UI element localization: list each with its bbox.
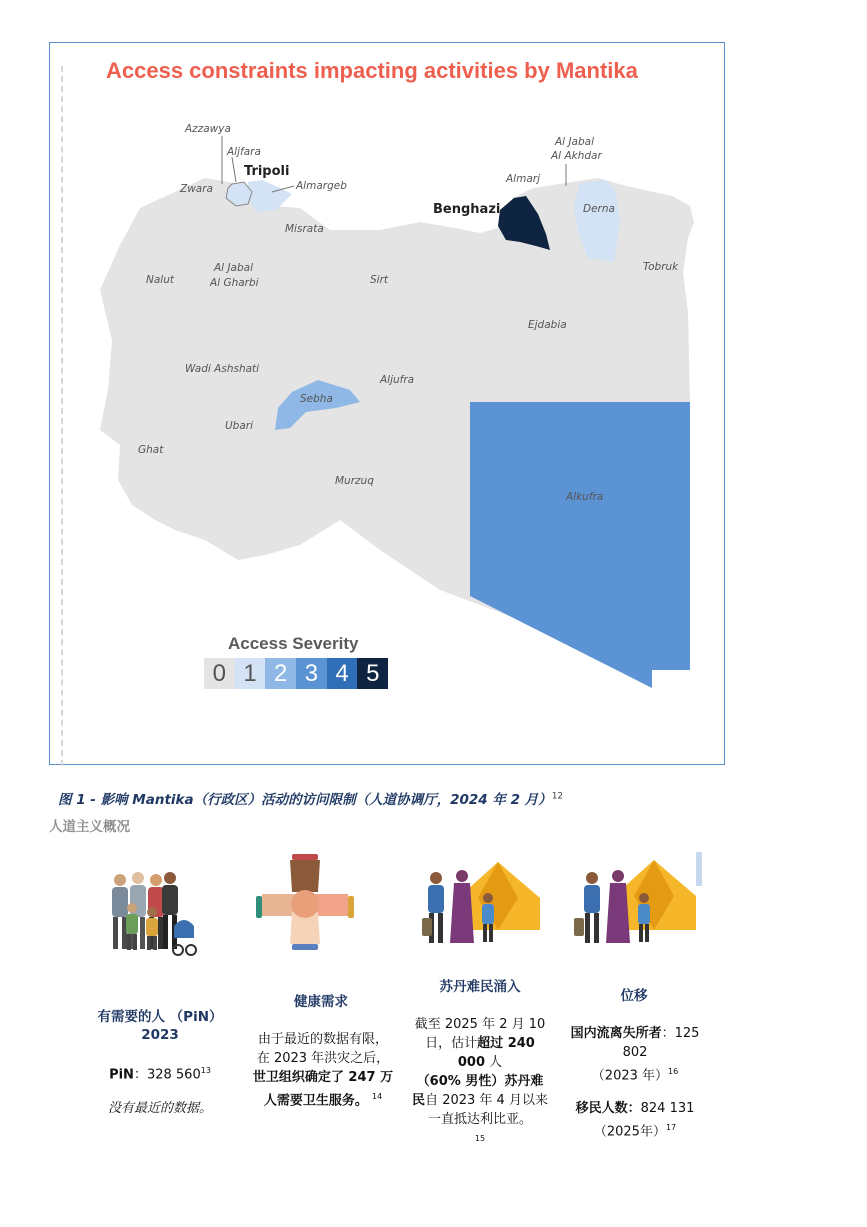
pin-title-line1: 有需要的人 （PiN） [97, 1009, 223, 1025]
legend-level-5: 5 [357, 658, 388, 689]
migrant-ref: 17 [665, 1123, 677, 1132]
label-aljfara: Aljfara [227, 146, 261, 158]
pin-title [70, 1008, 250, 1044]
displaced-family-tent-icon [566, 852, 702, 950]
health-title: 健康需求 [294, 994, 348, 1010]
sudan-title: 苏丹难民涌入 [439, 979, 521, 995]
pin-value-line [70, 1061, 250, 1084]
label-murzuq: Murzuq [335, 475, 374, 487]
figure-caption [58, 788, 563, 808]
displacement-title: 位移 [620, 988, 648, 1004]
people-group-icon [102, 866, 202, 960]
label-ubari: Ubari [225, 420, 254, 432]
label-almargeb: Almargeb [296, 180, 347, 192]
sudan-text-a: 截至 2025 年 2 月 10 日，估计 [414, 1017, 546, 1051]
idp-label: 国内流离失所者 [570, 1026, 662, 1041]
label-tripoli: Tripoli [244, 164, 290, 179]
label-wadi-ashshati: Wadi Ashshati [185, 363, 260, 375]
idp-line [558, 1024, 712, 1085]
sudan-text [412, 1015, 548, 1152]
label-derna: Derna [583, 203, 615, 215]
label-sebha: Sebha [300, 393, 333, 405]
label-al-jabal-al-gharbi-1: Al Jabal [214, 262, 253, 274]
label-azzawya: Azzawya [185, 123, 231, 135]
legend-level-2: 2 [265, 658, 296, 689]
figure-caption-ref: 12 [551, 791, 564, 802]
migrant-line [558, 1099, 712, 1141]
label-aljufra: Aljufra [380, 374, 415, 386]
legend-level-4: 4 [327, 658, 358, 689]
sudan-ref: 15 [474, 1134, 486, 1143]
label-nalut: Nalut [146, 274, 174, 286]
label-ghat: Ghat [138, 444, 164, 456]
legend-level-3: 3 [296, 658, 327, 689]
region-alkufra [470, 402, 690, 688]
label-al-jabal-al-akhdar-1: Al Jabal [555, 136, 594, 148]
label-almarj: Almarj [506, 173, 540, 185]
sudan-text-c: 人 [485, 1055, 503, 1070]
label-sirt: Sirt [370, 274, 389, 286]
idp-year: （2023 年） [591, 1068, 669, 1084]
pin-title-line2: 2023 [141, 1027, 179, 1043]
figure-caption-text: 图 1 - 影响 Mantika（行政区）活动的访问限制（人道协调厅，2024 年 2 月） [58, 792, 552, 808]
label-misrata: Misrata [285, 223, 324, 235]
pin-label: PiN [109, 1067, 134, 1083]
label-al-jabal-al-akhdar-2: Al Akhdar [551, 150, 602, 162]
label-ejdabia: Ejdabia [528, 319, 567, 331]
sudan-text-b: 超过 240 000 [457, 1036, 535, 1070]
legend-level-0: 0 [204, 658, 235, 689]
legend-scale [204, 658, 388, 689]
health-text-a: 由于最近的数据有限，在 2023 年洪灾之后， [256, 1032, 390, 1066]
map-title: Access constraints impacting activities by Mantika [106, 58, 638, 83]
pin-note [70, 1099, 250, 1118]
joined-hands-icon [252, 852, 358, 952]
pin-separator: ： [133, 1067, 147, 1083]
migrant-label: 移民人数 [575, 1101, 628, 1116]
legend-level-1: 1 [235, 658, 266, 689]
label-al-jabal-al-gharbi-2: Al Gharbi [210, 277, 259, 289]
label-alkufra: Alkufra [566, 491, 604, 503]
pin-value: 328 560 [146, 1067, 201, 1083]
migrant-year: （2025年） [593, 1124, 666, 1140]
idp-separator: ： [661, 1026, 675, 1041]
sudan-text-d: （60% 男性）苏丹难民 [412, 1074, 544, 1108]
pin-note-text: 没有最近的数据。 [107, 1101, 212, 1116]
label-tobruk: Tobruk [643, 261, 679, 273]
legend-title: Access Severity [228, 634, 359, 653]
sudan-text-e: 自 2023 年 4 月以来一直抵达利比亚。 [425, 1093, 548, 1127]
migrant-value: 824 131 [640, 1101, 695, 1116]
section-title: 人道主义概况 [49, 819, 130, 835]
label-benghazi: Benghazi [433, 202, 501, 217]
health-ref: 14 [371, 1092, 383, 1101]
health-text-b: 世卫组织确定了 247 万人需要卫生服务。 [252, 1070, 394, 1109]
idp-ref: 16 [668, 1067, 679, 1076]
migrant-separator: ： [627, 1101, 641, 1116]
health-text [252, 1030, 394, 1110]
pin-ref: 13 [200, 1066, 211, 1075]
idp-value: 125 802 [622, 1026, 700, 1060]
refugee-family-tent-icon [418, 858, 542, 950]
label-zwara: Zwara [180, 183, 213, 195]
